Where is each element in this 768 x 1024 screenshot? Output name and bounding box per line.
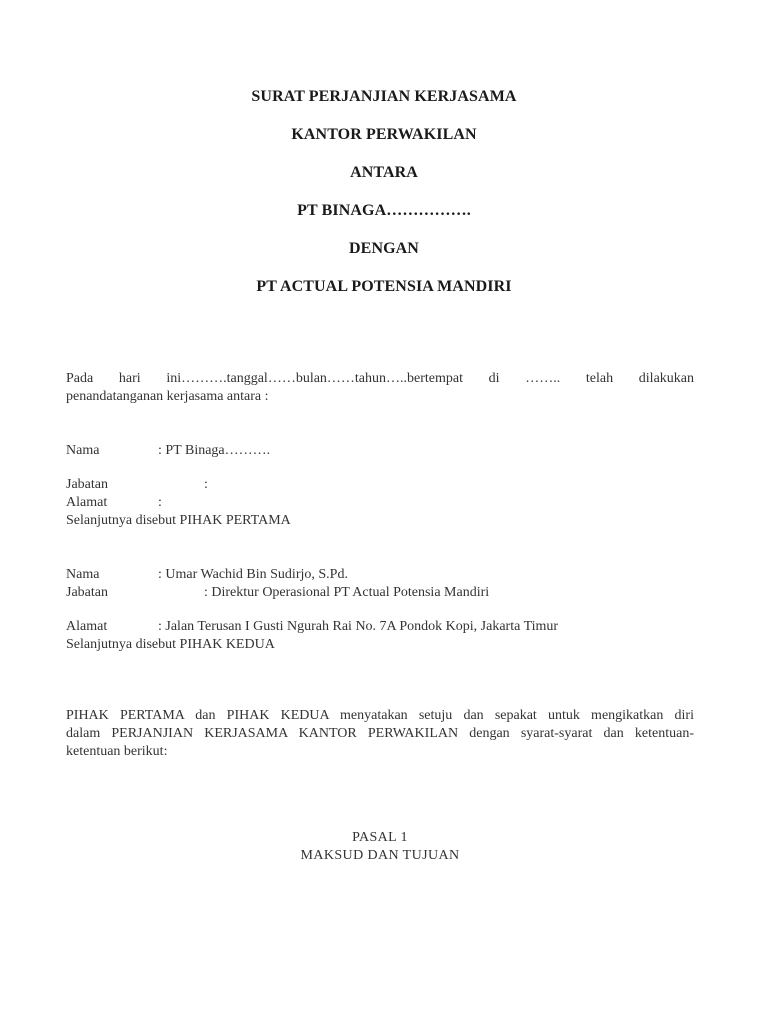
agreement-line-1: PIHAK PERTAMA dan PIHAK KEDUA menyatakan setuju dan sepakat untuk mengikatkan diri	[66, 708, 694, 723]
pihak-pertama-jabatan-value: :	[204, 477, 208, 492]
pihak-pertama-jabatan-label: Jabatan	[66, 477, 108, 492]
opening-line-1: Pada hari ini……….tanggal……bulan……tahun…..bertempat di …….. telah dilakukan	[66, 371, 694, 386]
pasal-number: PASAL 1	[352, 830, 408, 845]
pihak-kedua-nama-value: : Umar Wachid Bin Sudirjo, S.Pd.	[158, 567, 348, 582]
title-line-1: SURAT PERJANJIAN KERJASAMA	[251, 88, 517, 105]
pihak-kedua-nama-label: Nama	[66, 567, 100, 582]
opening-line-2: penandatanganan kerjasama antara :	[66, 389, 269, 404]
agreement-line-3: ketentuan berikut:	[66, 744, 168, 759]
pihak-pertama-nama-label: Nama	[66, 443, 100, 458]
pihak-kedua-alamat-value: : Jalan Terusan I Gusti Ngurah Rai No. 7A Pondok Kopi, Jakarta Timur	[158, 619, 559, 634]
pihak-pertama-nama-value: : PT Binaga……….	[158, 443, 271, 458]
pihak-pertama-alamat-value: :	[158, 495, 162, 510]
title-line-5: DENGAN	[349, 240, 419, 257]
document-title-block	[0, 88, 768, 316]
pihak-pertama-alamat-label: Alamat	[66, 495, 108, 510]
pihak-kedua-jabatan-value: : Direktur Operasional PT Actual Potensia Mandiri	[204, 585, 490, 600]
title-line-2: KANTOR PERWAKILAN	[291, 126, 477, 143]
pihak-pertama-nama-row	[66, 442, 99, 460]
pihak-kedua-designation: Selanjutnya disebut PIHAK KEDUA	[66, 637, 275, 652]
pasal-heading: MAKSUD DAN TUJUAN	[300, 848, 460, 863]
agreement-line-2: dalam PERJANJIAN KERJASAMA KANTOR PERWAKILAN dengan syarat-syarat dan ketentuan-	[66, 726, 694, 741]
pihak-kedua-jabatan-label: Jabatan	[66, 585, 108, 600]
title-line-6: PT ACTUAL POTENSIA MANDIRI	[256, 278, 512, 295]
pihak-pertama-designation: Selanjutnya disebut PIHAK PERTAMA	[66, 513, 291, 528]
title-line-3: ANTARA	[350, 164, 418, 181]
pihak-kedua-alamat-label: Alamat	[66, 619, 108, 634]
title-line-4: PT BINAGA…………….	[297, 202, 471, 219]
